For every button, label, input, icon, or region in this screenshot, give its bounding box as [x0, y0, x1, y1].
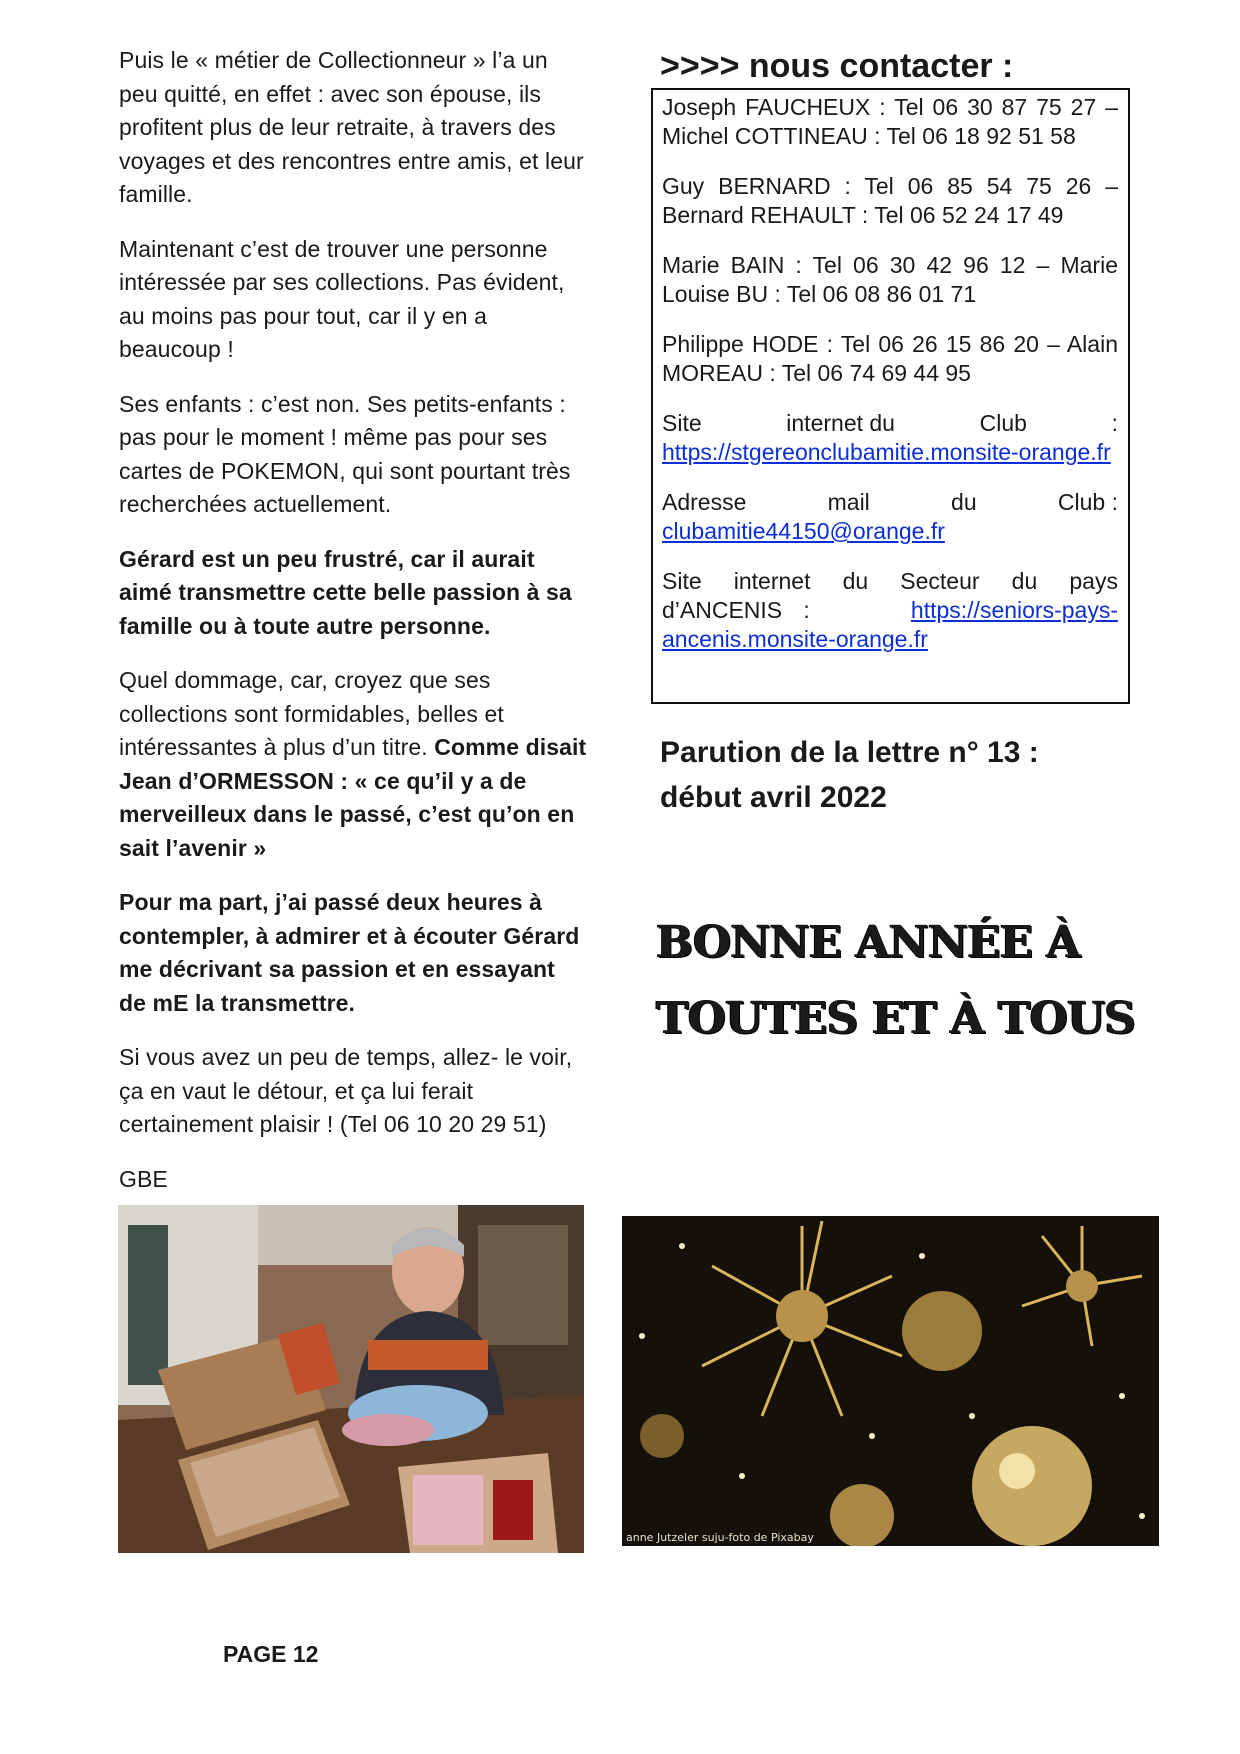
article-paragraph-5: [119, 664, 587, 865]
secteur-website-label-end: d’ANCENIS :: [662, 597, 810, 623]
article-paragraph-2: Maintenant c’est de trouver une personne intéressée par ses collections. Pas évident, au moins pas pour tout, car il y en a beaucoup !: [119, 235, 565, 362]
article-paragraph-3: Ses enfants : c’est non. Ses petits-enfants : pas pour le moment ! même pas pour ses cartes de POKEMON, qui sont pourtant très recherchées actuellement.: [119, 390, 571, 517]
page-number: PAGE 12: [223, 1641, 319, 1667]
contact-heading: >>>> nous contacter :: [660, 47, 1014, 85]
next-issue-line-2: début avril 2022: [660, 781, 887, 814]
collector-photo: [118, 1205, 584, 1553]
secteur-website-label: Site internet du Secteur du pays: [662, 568, 1118, 594]
greeting-line-1: BONNE ANNÉE À: [656, 917, 1080, 968]
photo-credit-caption: anne Jutzeler suju-foto de Pixabay: [626, 1531, 814, 1544]
club-email-label: Adresse mail du Club :: [662, 489, 1118, 515]
secteur-website: [662, 567, 1118, 654]
article-paragraph-7: Si vous avez un peu de temps, allez- le voir, ça en vaut le détour, et ça lui ferait certainement plaisir ! (Tel 06 10 20 29 51): [119, 1044, 573, 1137]
ormesson-quote: Comme disait Jean d’ORMESSON : « ce qu’il y a de merveilleux dans le passé, c’est qu’on en sait l’avenir »: [119, 734, 587, 861]
contact-entry: Philippe HODE : Tel 06 26 15 86 20 – Alain MOREAU : Tel 06 74 69 44 95: [662, 331, 1118, 386]
club-website-link[interactable]: https://stgereonclubamitie.monsite-orange.fr: [662, 439, 1111, 465]
secteur-website-link[interactable]: https://seniors-pays-ancenis.monsite-orange.fr: [662, 597, 1118, 652]
contact-entry: Joseph FAUCHEUX : Tel 06 30 87 75 27 – Michel COTTINEAU : Tel 06 18 92 51 58: [662, 94, 1118, 149]
club-email-link[interactable]: clubamitie44150@orange.fr: [662, 518, 945, 544]
signature: GBE: [119, 1165, 168, 1192]
new-year-greeting: [656, 905, 1136, 1057]
club-website-label: Site internet du Club :: [662, 410, 1118, 436]
contact-box: [651, 88, 1130, 704]
contact-entry: Guy BERNARD : Tel 06 85 54 75 26 – Bernard REHAULT : Tel 06 52 24 17 49: [662, 173, 1118, 228]
next-issue-notice: [660, 730, 1130, 820]
article-left-column: [119, 44, 587, 1217]
article-paragraph-4: Gérard est un peu frustré, car il aurait aimé transmettre cette belle passion à sa famille ou à toute autre personne.: [119, 545, 572, 639]
article-paragraph-1: Puis le « métier de Collectionneur » l’a un peu quitté, en effet : avec son épouse, ils profitent plus de leur retraite, à travers des voyages et des rencontres entre amis, et leur famille.: [119, 47, 584, 207]
club-email: [662, 488, 1118, 546]
contact-entry: Marie BAIN : Tel 06 30 42 96 12 – Marie Louise BU : Tel 06 08 86 01 71: [662, 252, 1118, 307]
next-issue-line-1: Parution de la lettre n° 13 :: [660, 736, 1039, 769]
article-paragraph-5-normal: Quel dommage, car, croyez que ses collections sont formidables, belles et intéressantes à plus d’un titre.: [119, 667, 504, 760]
article-paragraph-6: Pour ma part, j’ai passé deux heures à contempler, à admirer et à écouter Gérard me décrivant sa passion et en essayant de mE la transmettre.: [119, 889, 580, 1016]
christmas-ornaments-photo: [622, 1216, 1159, 1546]
greeting-line-2: TOUTES ET À TOUS: [656, 993, 1136, 1044]
christmas-ornaments-illustration: [622, 1216, 1159, 1546]
club-website: [662, 409, 1118, 467]
collector-photo-illustration: [118, 1205, 584, 1553]
